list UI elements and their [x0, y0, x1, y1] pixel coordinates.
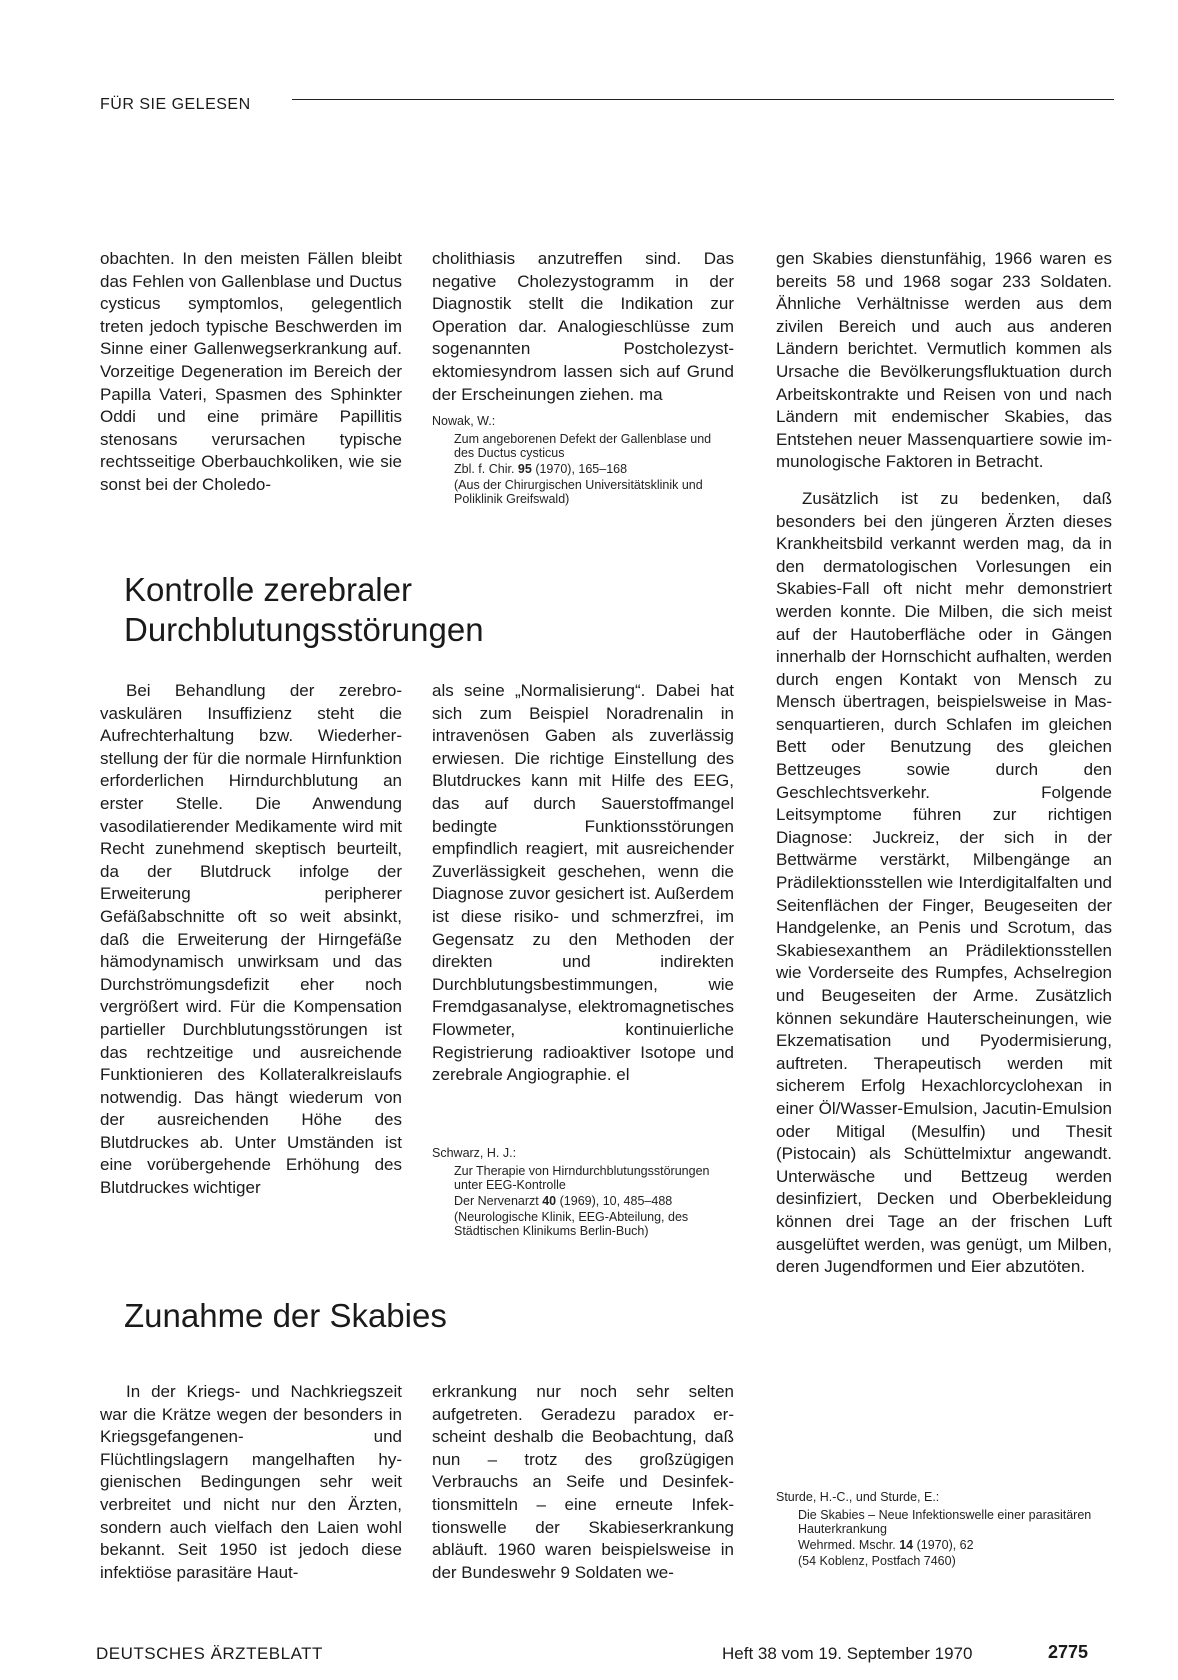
article2-heading: Kontrolle zerebraler Durchblutungsstörungen	[124, 571, 484, 648]
reference-title: Die Skabies – Neue Infektionswelle einer parasitären Hauterkrankung	[798, 1508, 1092, 1536]
reference-affiliation: (54 Koblenz, Postfach 7460)	[798, 1554, 956, 1568]
reference-author: Nowak, W.:	[432, 414, 496, 428]
article1-column-2	[432, 248, 734, 406]
article3-column-2	[432, 1381, 734, 1584]
article1-col1-text: obachten. In den meisten Fällen bleibt das Fehlen von Gallenblase und Ductus cysticus symptomlos, gelegentlich treten jedoch typische Beschwerden im Sinne einer Gallenwegserkrankung auf. Vorzeitige Degeneration im Bereich der Papilla Vateri, Spasmen des Sphinkter Oddi und eine primäre Papillitis stenosans verursachen typische rechtsseitige Oberbauchkoliken, wie sie sonst bei der Choledo-	[100, 249, 402, 494]
reference-author: Sturde, H.-C., und Sturde, E.:	[776, 1490, 940, 1504]
article2-col1-text: Bei Behandlung der zerebrovaskulären Insuffizienz steht die Aufrechterhaltung bzw. Wiederherstellung der für die normale Hirnfunktion erforderlichen Hirndurchblutung an erster Stelle. Die Anwendung vasodilatierender Medikamente wird mit Recht zunehmend skeptisch beurteilt, da der Blutdruck infolge der Erweiterung peripherer Gefäßabschnitte oft so weit absinkt, daß die Erweiterung der Hirngefäße hämodynamisch unwirksam und das Durchströmungsdefizit eher noch vergrößert wird. Für die Kompensation partieller Durchblutungsstörungen ist das rechtzeitige und ausreichende Funktionieren des Kollateralkreislaufs notwendig. Das hängt wiederum von der ausreichenden Höhe des Blutdruckes ab. Unter Umständen ist eine vorübergehende Erhöhung des Blutdruckes wichtiger	[100, 681, 402, 1198]
reference-title: Zur Therapie von Hirndurchblutungsstörungen unter EEG-Kontrolle	[454, 1164, 710, 1192]
reference-affiliation: (Aus der Chirurgischen Universitätsklinik und Poliklinik Greifswald)	[454, 478, 703, 506]
article2-column-2	[432, 680, 734, 1087]
article2-reference	[432, 1146, 732, 1240]
header-rule	[292, 99, 1114, 100]
article3-col2-text: erkrankung nur noch sehr selten aufgetreten. Geradezu paradox erscheint deshalb die Beobachtung, daß nun – trotz des großzügigen Verbrauchs an Seife und Desinfektionsmitteln – eine erneute Infektionswelle der Skabieserkrankung abläuft. 1960 waren beispielsweise in der Bundeswehr 9 Soldaten we-	[432, 1382, 734, 1582]
article3-heading: Zunahme der Skabies	[124, 1297, 447, 1334]
footer-issue: Heft 38 vom 19. September 1970	[722, 1644, 973, 1663]
article1-reference	[432, 414, 732, 508]
article3-col3-paragraph-1: gen Skabies dienstunfähig, 1966 waren es bereits 58 und 1968 sogar 233 Soldaten. Ähnliche Verhältnisse werden aus dem zivilen Bereich und auch aus anderen Ländern berichtet. Vermutlich kommen als Ursache die Bevölkerungsfluktuation durch Arbeitskontrakte und Reisen von und nach Ländern mit endemischer Skabies, das Entstehen neuer Massenquartiere sowie immunologische Faktoren in Betracht.	[776, 249, 1112, 472]
article3-col1-text: In der Kriegs- und Nachkriegszeit war die Krätze wegen der besonders in Kriegsgefangenen- und Flüchtlingslagern mangelhaften hygienischen Bedingungen sehr weit verbreitet und nicht nur den Ärzten, sondern auch vielfach den Laien wohl bekannt. Seit 1950 ist jedoch diese infektiöse parasitäre Haut-	[100, 1382, 402, 1582]
article3-reference	[776, 1490, 1110, 1570]
reference-affiliation: (Neurologische Klinik, EEG-Abteilung, des Städtischen Klinikums Berlin-Buch)	[454, 1210, 689, 1238]
footer-journal-name: DEUTSCHES ÄRZTEBLATT	[96, 1644, 323, 1663]
article3-column-3	[776, 248, 1112, 1279]
article1-column-1	[100, 248, 402, 497]
article3-column-1	[100, 1381, 402, 1584]
section-label: FÜR SIE GELESEN	[100, 96, 251, 113]
reference-journal: Wehrmed. Mschr. 14 (1970), 62	[798, 1538, 974, 1552]
article1-col2-text: cholithiasis anzutreffen sind. Das negative Cholezystogramm in der Diagnostik stellt die Indikation zur Operation dar. Analogieschlüsse zum sogenannten Postcholezystektomiesyndrom lassen sich auf Grund der Erscheinungen ziehen. ma	[432, 249, 734, 404]
reference-author: Schwarz, H. J.:	[432, 1146, 517, 1160]
article3-col3-paragraph-2: Zusätzlich ist zu bedenken, daß besonders bei den jüngeren Ärzten dieses Krankheitsbild verkannt werden mag, da in den dermatologischen Vorlesungen ein Skabies-Fall oft nicht mehr demonstriert werden konnte. Die Milben, die sich meist auf der Hautoberfläche oder in Gängen innerhalb der Hornschicht aufhalten, werden durch engen Kontakt von Mensch zu Mensch übertragen, beispielsweise in Massenquartieren, durch Schlafen im gleichen Bett oder Benutzung des gleichen Bettzeuges sowie durch den Geschlechtsverkehr. Folgende Leitsymptome führen zur richtigen Diagnose: Juckreiz, der sich in der Bettwärme verstärkt, Milbengänge an Prädilektionsstellen wie Interdigitalfalten und Seitenflächen der Finger, Beugeseiten der Handgelenke, an Penis und Scrotum, das Skabiesexanthem an Prädilektionsstellen wie Vorderseite des Rumpfes, Achselregion und Beugeseiten der Arme. Zusätzlich können sekundäre Hauterscheinungen, wie Ekzematisation und Pyodermisierung, auftreten. Therapeutisch werden mit sicherem Erfolg Hexachlorcyclohexan in einer Öl/Wasser-Emulsion, Jacutin-Emulsion oder Mitigal (Mesulfin) und Thesit (Pistocain) als Schüttelmixtur angewandt. Unterwäsche und Bettzeug werden desinfiziert, Decken und Oberbekleidung können drei Tage an der frischen Luft ausgelüftet werden, was genügt, um Milben, deren Jugendformen und Eier abzutöten.	[776, 488, 1112, 1277]
reference-title: Zum angeborenen Defekt der Gallenblase und des Ductus cysticus	[454, 432, 712, 460]
reference-journal: Der Nervenarzt 40 (1969), 10, 485–488	[454, 1194, 673, 1208]
article2-col2-text: als seine „Normalisierung“. Dabei hat sich zum Beispiel Noradrenalin in intravenösen Gaben als zuverlässig erwiesen. Die richtige Einstellung des Blutdruckes kann mit Hilfe des EEG, das auf durch Sauerstoffmangel bedingte Funktionsstörungen empfindlich reagiert, mit ausreichender Zuverlässigkeit geschehen, wenn die Diagnose zuvor gesichert ist. Außerdem ist diese risiko- und schmerzfrei, im Gegensatz zu den Methoden der direkten und indirekten Durchblutungsbestimmungen, wie Fremdgasanalyse, elektromagnetisches Flowmeter, kontinuierliche Registrierung radioaktiver Isotope und zerebrale Angiographie. el	[432, 681, 734, 1085]
reference-journal: Zbl. f. Chir. 95 (1970), 165–168	[454, 462, 628, 476]
page-number: 2775	[1048, 1642, 1089, 1662]
article2-column-1	[100, 680, 402, 1200]
